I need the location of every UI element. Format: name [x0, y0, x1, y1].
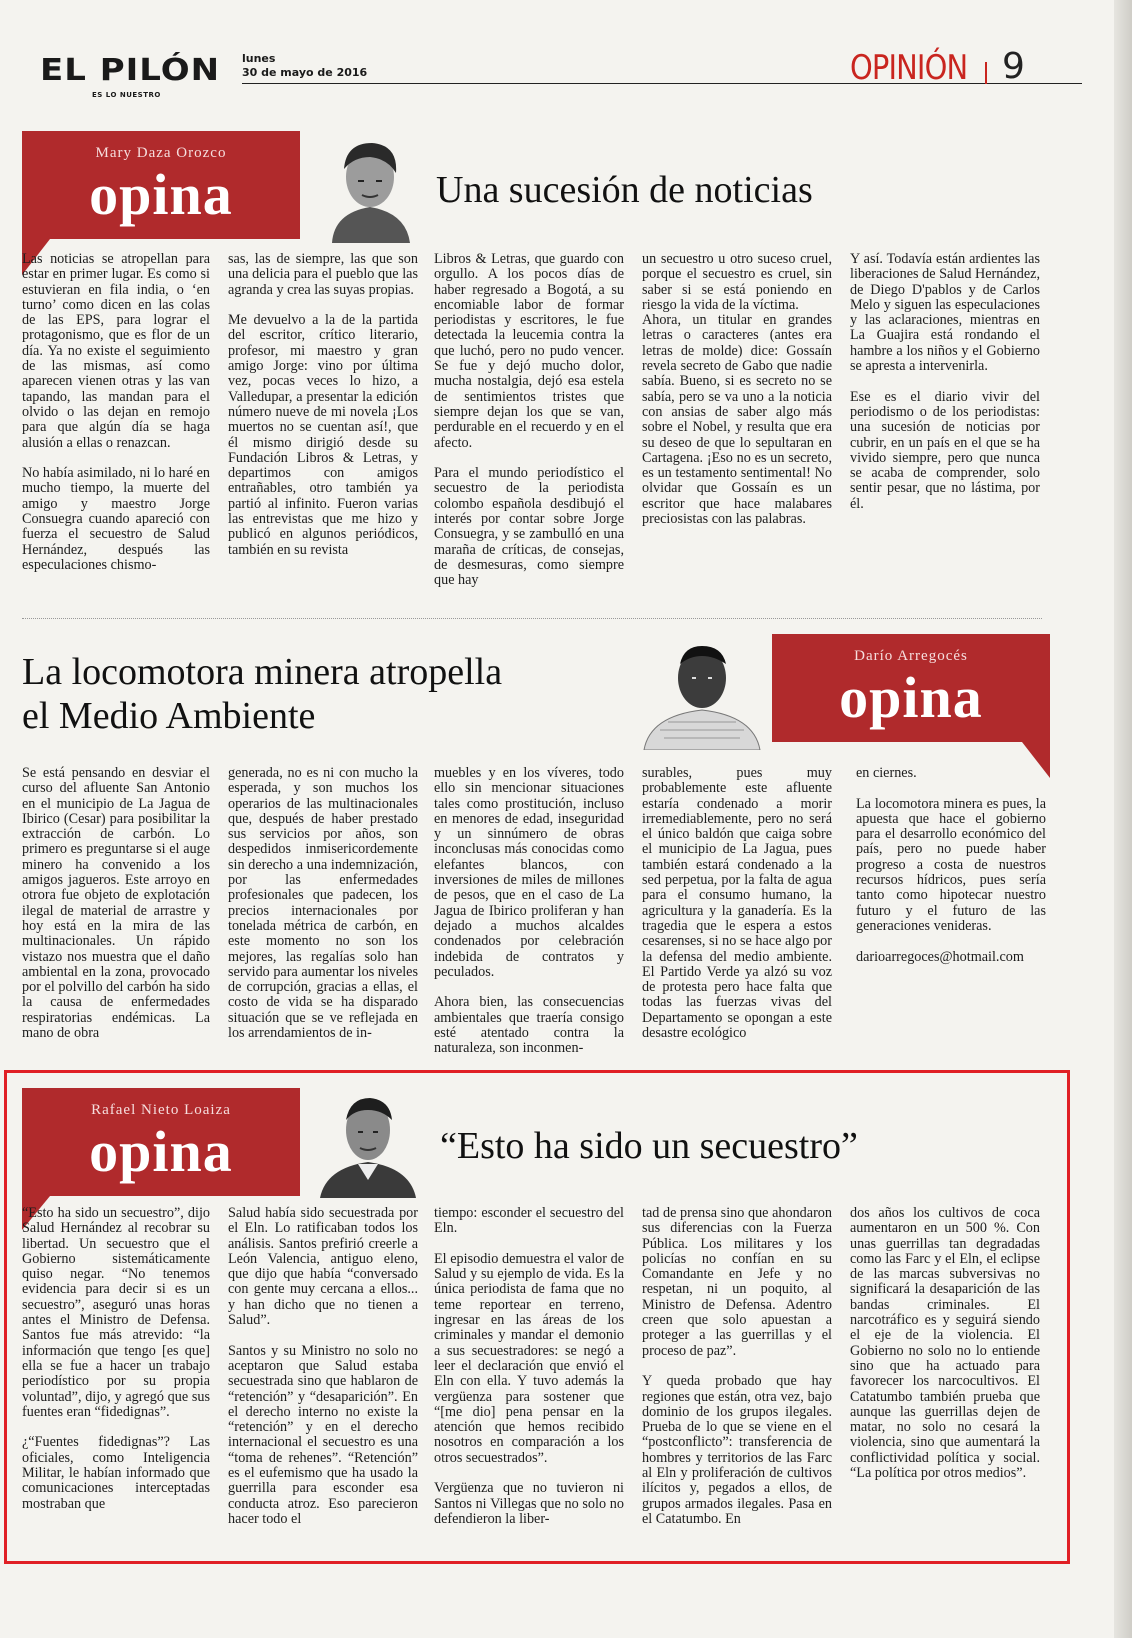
article1-column-4: un secuestro u otro suceso cruel, porque el secuestro es cruel, sin saber si se está poniendo en riesgo la vida de la víctima. Ahora, un titular en grandes letras o caracteres (antes era letras de molde) dice: Gossaín revela secreto de Gabo que nadie sabía. Bueno, si es secreto no se sabía, pero se va uno a la noticia con ansias de saber algo más sobre el Nobel, y resulta que era su deseo de que lo sepultaran en Cartagena. ¡Eso no es un secreto, es un testamento sentimental! No olvidar que Gossaín es un escritor que hace malabares preciosistas con las palabras.: [642, 251, 832, 528]
section-title: OPINIÓN: [850, 48, 968, 88]
opina-label: opina: [89, 1119, 233, 1184]
page-edge-shadow: [1114, 0, 1132, 1638]
article2-column-4: surables, pues muy probablemente este afluente estaría condenado a morir irremediablemente, pero no será el único baldón que caiga sobre el municipio de La Jagua, pues también estará condenado a la sed perpetua, por la falta de agua para el consumo humano, la agricultura y la ganadería. Es la tragedia que le espera a estos cesarenses, si no se hace algo por la defensa del medio ambiente. El Partido Verde ya alzó su voz de protesta pero hace falta que todas las fuerzas vivas del Departamento se opongan a este desastre ecológico: [642, 765, 832, 1042]
headline-article2-line1: La locomotora minera atropella: [22, 651, 503, 693]
section-divider: [22, 618, 1042, 620]
article2-column-3: muebles y en los víveres, todo ello sin mencionar situaciones tales como prostitución, incluso en menores de edad, inseguridad y un sinnúmero de obras inconclusas más conocidas como elefantes blancos, con inversiones de miles de millones de pesos, que en el caso de La Jagua de Ibirico proliferan y han dejado a muchos alcaldes condenados por celebración indebida de contratos y peculados. Ahora bien, las consecuencias ambientales que traería consigo esté atentado contra la naturaleza, son inconmen-: [434, 765, 624, 1057]
article2-column-5: en ciernes. La locomotora minera es pues, la apuesta que hace el gobierno para el desarrollo económico del país, pero no puede haber progreso a costa de nuestros recursos hídricos, pues sería tanto como hipotecar nuestro futuro y el futuro de las generaciones venideras. darioarregoces@hotmail.com: [856, 765, 1046, 965]
article2-column-1: Se está pensando en desviar el curso del afluente San Antonio en el municipio de La Jagua de Ibirico (Cesar) para posibilitar la extracción de carbón. Lo primero es preguntarse si el auge minero ha convenido a los amigos jagueros. Este arroyo en otrora fue objeto de explotación ilegal de material de arrastre y hoy está en la mira de las multinacionales. Un rápido vistazo nos muestra que el daño ambiental en la zona, provocado por el polvillo del carbón ha sido la causa de enfermedades respiratorias endémicas. La mano de obra: [22, 765, 210, 1042]
opina-box-article3: [22, 1088, 300, 1196]
article3-column-1: “Esto ha sido un secuestro”, dijo Salud Hernández al recobrar su libertad. Un secuestro que el Gobierno sistemáticamente quiso negar. “No tenemos evidencia para decir si es un secuestro”, aseguró unas horas antes el Ministro de Defensa. Santos fue más atrevido: “la información que tengo [es que] ella se fue a hacer un trabajo periodístico por su propia voluntad”, dijo, y agregó que sus fuentes eran “fidedignas”. ¿“Fuentes fidedignas”? Las oficiales, como Inteligencia Militar, le habían informado que comunicaciones interceptadas mostraban que: [22, 1205, 210, 1512]
opina-box-article2: [772, 634, 1050, 742]
opina-box-article1: [22, 131, 300, 239]
article1-column-1: Las noticias se atropellan para estar en primer lugar. Es como si estuvieran en fila india, o ‘en turno’ como dicen en las colas de las EPS, para lograr el protagonismo, que es flor de un día. Ya no existe el seguimiento de las mismas, así como aparecen vienen otras y las van tapando, las mandan para el olvido o las dejan en remojo para que algún día se haga alusión a ellas o renazcan. No había asimilado, ni lo haré en mucho tiempo, la muerte del amigo y maestro Jorge Consuegra cuando apareció con fuerza el secuestro de Salud Hernández, después las especulaciones chismo-: [22, 251, 210, 573]
article2-column-2: generada, no es ni con mucho la esperada, y son muchos los operarios de las multinacionales que, después de haber prestado sus servicios por años, son despedidos inmisericordemente sin derecho a una indemnización, por las enfermedades profesionales que padecen, los precios internacionales por tonelada métrica de carbón, en este momento no son los mejores, las regalías solo han servido para aumentar los niveles de corrupción, gracias a ellas, el costo de vida se ha disparado situación que se ve reflejada en los arrendamientos de in-: [228, 765, 418, 1042]
article1-column-2: sas, las de siempre, las que son una delicia para el pueblo que las agranda y crea las suyas propias. Me devuelvo a la de la partida del escritor, crítico literario, profesor, mi maestro y gran amigo Jorge: vino por última vez, pocas veces lo hizo, a Valledupar, a presentar la edición número nueve de mi novela ¡Los muertos no se cuentan así!, que él mismo dirigió desde su Fundación Libros & Letras, y departimos con amigos entrañables, otro también ya partió al infinito. Fueron varias las entrevistas que me hizo y publicó en algunos periódicos, también en su revista: [228, 251, 418, 558]
author-photo: [314, 125, 426, 243]
headline-article2-line2: el Medio Ambiente: [22, 695, 316, 737]
author-name: Mary Daza Orozco: [95, 145, 227, 161]
author-name: Rafael Nieto Loaiza: [91, 1102, 231, 1118]
author-photo: [312, 1084, 424, 1198]
article3-column-5: dos años los cultivos de coca aumentaron en un 500 %. Con unas guerrillas tan degradadas como las Farc y el Eln, el eclipse de las marcas subversivas no significará la desaparición de las bandas criminales. El narcotráfico es y seguirá siendo el eje de la violencia. El Gobierno no solo no lo entiende sino que ha actuado para favorecer los narcocultivos. El Catatumbo también prueba que aunque las guerrillas dejen de matar, no solo no cesará la violencia, sino que aumentará la conflictividad política y social. “La política por otros medios”.: [850, 1205, 1040, 1482]
issue-date: 30 de mayo de 2016: [242, 66, 368, 79]
opina-label: opina: [839, 665, 983, 730]
issue-day: lunes: [242, 52, 276, 65]
article1-column-3: Libros & Letras, que guardo con orgullo. A los pocos días de haber regresado a Bogotá, a su encomiable labor de formar periodistas y escritores, le fue detectada la leucemia contra la que luchó, pero no pudo vencer. Se fue y dejó mucho dolor, mucha nostalgia, dejó esa estela de sentimientos tristes que siempre dejan los que se van, perdurable en el recuerdo y en el afecto. Para el mundo periodístico el secuestro de la periodista colombo española desdibujó el interés por contar sobre Jorge Consuegra, y se zambulló en una maraña de críticas, de consejas, de desmesuras, como siempre que hay: [434, 251, 624, 589]
author-photo: [640, 634, 764, 750]
masthead-tagline: ES LO NUESTRO: [92, 91, 161, 99]
opina-label: opina: [89, 162, 233, 227]
page-number: 9: [1002, 46, 1025, 87]
article3-column-3: tiempo: esconder el secuestro del Eln. El episodio demuestra el valor de Salud y su ejemplo de vida. Es la única periodista de fama que no teme reportear en terreno, ingresar en las áreas de los criminales y mandar el demonio a sus secuestradores: se negó a leer el declaración que envió el Eln con ella. Y tuvo además la vergüenza para sostener que “[me dio] pena pensar en la atención que hemos recibido nosotros en comparación a los otros secuestrados”. Vergüenza que no tuvieron ni Santos ni Villegas que no solo no defendieron la liber-: [434, 1205, 624, 1527]
article3-column-4: tad de prensa sino que ahondaron sus diferencias con la Fuerza Pública. Los militares y los policías no confían en su Comandante en Jefe y no respetan, ni un poquito, al Ministro de Defensa. Adentro creen que solo apuestan a proteger a las guerrillas y el proceso de paz”. Y queda probado que hay regiones que están, otra vez, bajo dominio de los grupos ilegales. Prueba de lo que se viene en el “postconflicto”: transferencia de hombres y territorios de las Farc al Eln y proliferación de cultivos ilícitos y, pegados a ellos, de grupos armados ilegales. Pasa en el Catatumbo. En: [642, 1205, 832, 1527]
author-name: Darío Arregocés: [854, 648, 968, 664]
headline-article1: Una sucesión de noticias: [436, 169, 813, 211]
section-separator: [985, 62, 987, 84]
article3-column-2: Salud había sido secuestrada por el Eln. Lo ratificaban todos los análisis. Santos prefirió creerle a León Valencia, antiguo eleno, que dijo que había “conversado con gente muy cercana a ellos... y han dicho que no tienen a Salud”. Santos y su Ministro no solo no aceptaron que Salud estaba secuestrada sino que hablaron de “retención” y “desaparición”. En el derecho interno no existe la “retención” y en el derecho internacional el secuestro es una “toma de rehenes”. “Retención” es el eufemismo que ha usado la guerrilla para esconder esa conducta atroz. Eso parecieron hacer todo el: [228, 1205, 418, 1527]
masthead-logo: EL PILÓN: [40, 52, 221, 88]
article1-column-5: Y así. Todavía están ardientes las liberaciones de Salud Hernández, de Diego D'pablos y de Carlos Melo y siguen las especulaciones y las aclaraciones, mientras en La Guajira está rondando el hambre a los niños y el Gobierno se apresta a intervenirla. Ese es el diario vivir del periodismo o de los periodistas: una sucesión de noticias por cubrir, en un país en el que se ha vivido siempre, pero que nunca se acaba de comprender, solo sentir pesar, que no lástima, por él.: [850, 251, 1040, 512]
headline-article3: “Esto ha sido un secuestro”: [440, 1125, 858, 1167]
